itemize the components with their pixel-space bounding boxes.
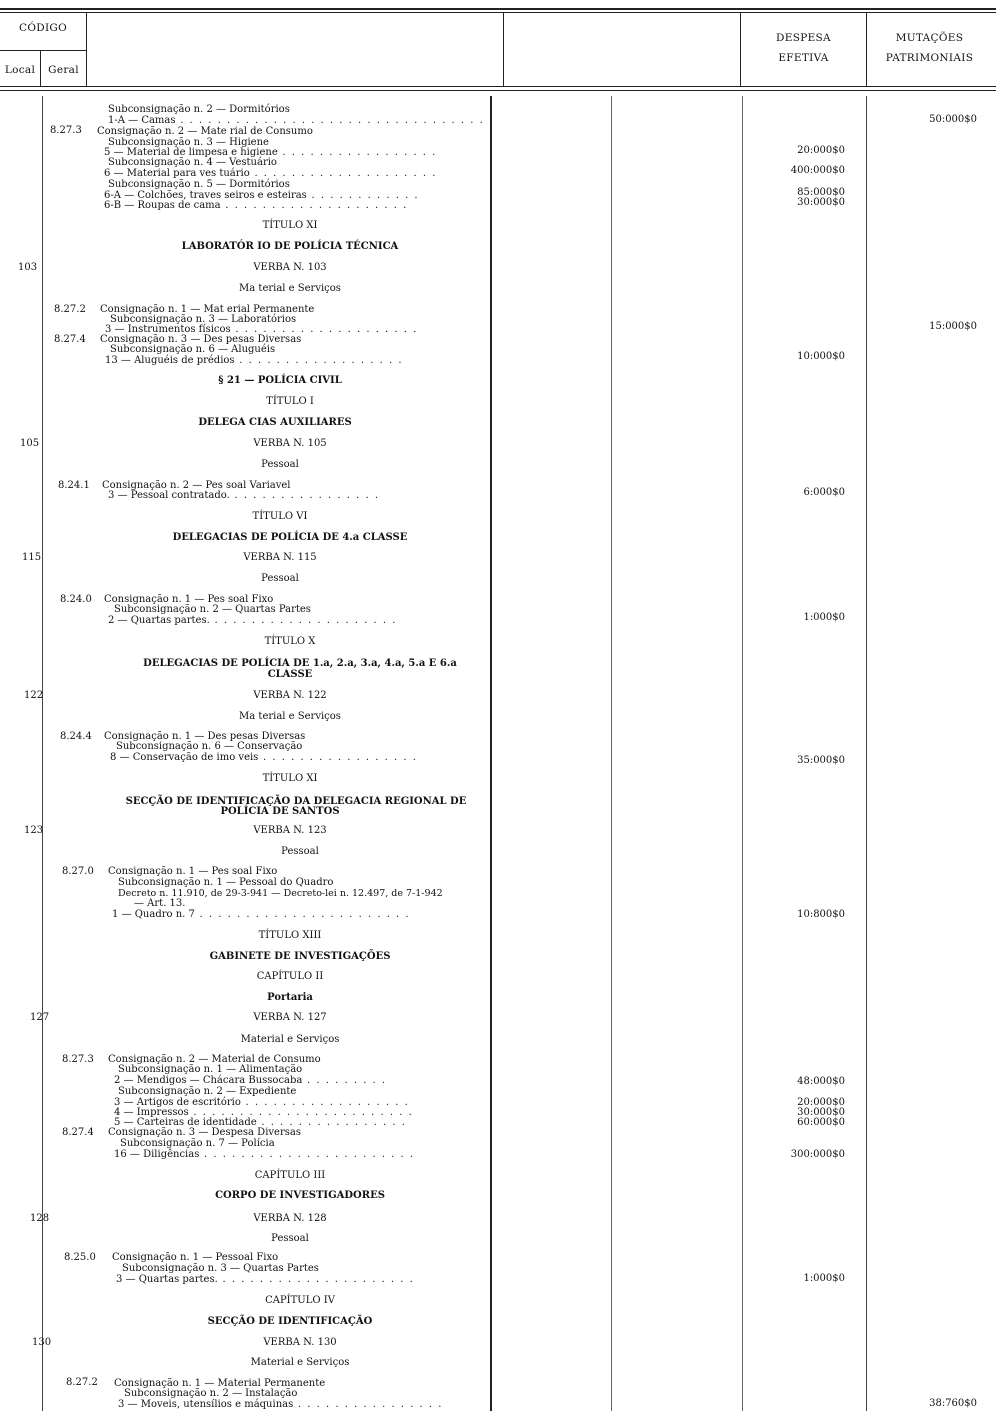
line-item: 3 — Moveis, utensílios e máquinas . . . . . . . . . . . . . . . . — [118, 1399, 443, 1410]
line-item: Subconsignação n. 4 — Vestuário — [108, 157, 277, 168]
header-col-sep — [866, 12, 867, 87]
line-item: 6-B — Roupas de cama . . . . . . . . . . . . . . . . . . . . — [104, 200, 408, 211]
despesa-amount: 400:000$0 — [790, 165, 845, 176]
header-codigo: CÓDIGO — [18, 22, 67, 34]
geral-code: 8.27.4 — [62, 1127, 94, 1138]
line-item: Subconsignação n. 3 — Quartas Partes — [122, 1263, 319, 1274]
local-code: 105 — [20, 438, 40, 449]
local-code: 123 — [24, 825, 44, 836]
section-subtitle: Ma terial e Serviços — [239, 711, 341, 722]
body-col-sep — [611, 96, 612, 1411]
header-local: Local — [4, 64, 36, 76]
line-item: 6-A — Colchões, traves seiros e esteiras . . . . . . . . . . . . — [104, 190, 420, 201]
verba-title: VERBA N. 105 — [253, 438, 327, 449]
local-code: 122 — [24, 690, 44, 701]
line-item: Subconsignação n. 6 — Conservação — [116, 741, 303, 752]
section-title: TÍTULO XIII — [258, 930, 322, 941]
verba-title: VERBA N. 115 — [243, 552, 317, 563]
verba-title: VERBA N. 130 — [263, 1337, 337, 1348]
despesa-amount: 60:000$0 — [797, 1117, 845, 1128]
body-col-sep — [742, 96, 743, 1411]
line-item: Consignação n. 3 — Despesa Diversas — [108, 1127, 301, 1138]
section-subtitle: Ma terial e Serviços — [239, 283, 341, 294]
line-item: Consignação n. 2 — Material de Consumo — [108, 1054, 321, 1065]
line-item: 5 — Carteiras de identidade . . . . . . . . . . . . . . . . — [114, 1117, 407, 1128]
line-item: Subconsignação n. 1 — Alimentação — [118, 1064, 303, 1075]
section-subtitle: Pessoal — [261, 573, 299, 584]
line-item: Subconsignação n. 1 — Pessoal do Quadro — [118, 877, 334, 888]
despesa-amount: 10:000$0 — [797, 351, 845, 362]
line-item: Consignação n. 1 — Material Permanente — [114, 1378, 326, 1389]
despesa-amount: 30:000$0 — [797, 1107, 845, 1118]
line-item: Consignação n. 1 — Pes soal Fixo — [104, 594, 274, 605]
line-item: Subconsignação n. 6 — Aluguéis — [110, 344, 276, 355]
despesa-amount: 10:800$0 — [797, 909, 845, 920]
section-title: CORPO DE INVESTIGADORES — [215, 1190, 385, 1201]
local-code: 130 — [32, 1337, 52, 1348]
header-bottom-rule-2 — [0, 90, 996, 91]
verba-title: VERBA N. 122 — [253, 690, 327, 701]
geral-code: 8.27.3 — [62, 1054, 94, 1065]
line-item: 2 — Mendigos — Chácara Bussocaba . . . . . . . . . — [114, 1075, 387, 1086]
line-item: Subconsignação n. 2 — Expediente — [118, 1086, 297, 1097]
section-title: DELEGACIAS DE POLÍCIA DE 4.a CLASSE — [172, 532, 408, 543]
header-efetiva: EFETIVA — [778, 52, 829, 64]
header-patrimoniais: PATRIMONIAIS — [885, 52, 974, 64]
section-title: CLASSE — [267, 669, 313, 680]
line-item: 3 — Artigos de escritório . . . . . . . . . . . . . . . . . . — [114, 1097, 410, 1108]
top-rule-thin — [0, 12, 996, 13]
header-col-sep — [86, 12, 87, 87]
line-item: 5 — Material de limpesa e higiene . . . . . . . . . . . . . . . . . — [104, 147, 437, 158]
header-bottom-rule — [0, 86, 996, 87]
line-item: Subconsignação n. 3 — Laboratórios — [110, 314, 297, 325]
section-title: TÍTULO I — [266, 396, 314, 407]
line-item: 1-A — Camas . . . . . . . . . . . . . . . . . . . . . . . . . . . . . . . . . . — [108, 115, 494, 126]
despesa-amount: 35:000$0 — [797, 755, 845, 766]
geral-code: 8.27.2 — [66, 1377, 98, 1388]
local-code: 103 — [18, 262, 38, 273]
geral-code: 8.24.1 — [58, 480, 90, 491]
verba-title: VERBA N. 127 — [253, 1012, 327, 1023]
line-item: 6 — Material para ves tuário . . . . . . . . . . . . . . . . . . . . — [104, 168, 437, 179]
line-item: 1 — Quadro n. 7 . . . . . . . . . . . . . . . . . . . . . . . — [112, 909, 411, 920]
line-item: — Art. 13. — [134, 898, 186, 909]
line-item: Consignação n. 1 — Des pesas Diversas — [104, 731, 306, 742]
section-subtitle: Pessoal — [271, 1233, 309, 1244]
body-col-sep — [866, 96, 867, 1411]
line-item: 3 — Quartas partes. . . . . . . . . . . . . . . . . . . . . . — [116, 1274, 415, 1285]
line-item: Subconsignação n. 2 — Instalação — [124, 1388, 298, 1399]
mutacoes-amount: 50:000$0 — [929, 114, 977, 125]
line-item: 4 — Impressos . . . . . . . . . . . . . . . . . . . . . . . . — [114, 1107, 414, 1118]
local-code: 115 — [22, 552, 42, 563]
line-item: Consignação n. 2 — Pes soal Variavel — [102, 480, 291, 491]
section-title: Portaria — [267, 992, 313, 1003]
section-title: SECÇÃO DE IDENTIFICAÇÃO — [207, 1316, 373, 1327]
despesa-amount: 6:000$0 — [803, 487, 845, 498]
geral-code: 8.24.4 — [60, 731, 92, 742]
line-item: 3 — Pessoal contratado. . . . . . . . . . . . . . . . . — [108, 490, 380, 501]
line-item: Consignação n. 1 — Mat erial Permanente — [100, 304, 315, 315]
line-item: Subconsignação n. 5 — Dormitórios — [108, 179, 290, 190]
section-title: § 21 — POLÍCIA CIVIL — [218, 375, 342, 386]
line-item: Subconsignação n. 2 — Quartas Partes — [114, 604, 311, 615]
local-code: 128 — [30, 1213, 50, 1224]
geral-code: 8.27.2 — [54, 304, 86, 315]
section-title: DELEGA CIAS AUXILIARES — [198, 417, 352, 428]
section-title: TÍTULO X — [264, 636, 316, 647]
header-despesa: DESPESA — [776, 32, 831, 44]
section-subtitle: Pessoal — [281, 846, 319, 857]
mutacoes-amount: 15:000$0 — [929, 321, 977, 332]
mutacoes-amount: 38:760$0 — [929, 1398, 977, 1409]
despesa-amount: 1:000$0 — [803, 612, 845, 623]
despesa-amount: 85:000$0 — [797, 187, 845, 198]
line-item: Subconsignação n. 2 — Dormitórios — [108, 104, 290, 115]
line-item: Subconsignação n. 3 — Higiene — [108, 137, 269, 148]
geral-code: 8.24.0 — [60, 594, 92, 605]
section-title: POLÍCIA DE SANTOS — [220, 806, 340, 817]
verba-title: VERBA N. 123 — [253, 825, 327, 836]
section-title: CAPÍTULO III — [254, 1170, 326, 1181]
header-col-sep — [503, 12, 504, 87]
geral-code: 8.27.0 — [62, 866, 94, 877]
section-title: LABORATÓR IO DE POLÍCIA TÉCNICA — [181, 241, 399, 252]
header-col-sep — [0, 50, 86, 51]
verba-title: VERBA N. 128 — [253, 1213, 327, 1224]
section-subtitle: Material e Serviços — [250, 1357, 350, 1368]
geral-code: 8.27.4 — [54, 334, 86, 345]
despesa-amount: 300:000$0 — [790, 1149, 845, 1160]
line-item: Consignação n. 1 — Pes soal Fixo — [108, 866, 278, 877]
geral-code: 8.27.3 — [50, 125, 82, 136]
despesa-amount: 20:000$0 — [797, 1097, 845, 1108]
line-item: Subconsignação n. 7 — Polícia — [120, 1138, 275, 1149]
line-item: 16 — Diligências . . . . . . . . . . . . . . . . . . . . . . . — [114, 1149, 415, 1160]
line-item: 3 — Instrumentos físicos . . . . . . . . . . . . . . . . . . . . — [105, 324, 418, 335]
verba-title: VERBA N. 103 — [253, 262, 327, 273]
line-item: Consignação n. 1 — Pessoal Fixo — [112, 1252, 279, 1263]
section-subtitle: Material e Serviços — [240, 1034, 340, 1045]
despesa-amount: 20:000$0 — [797, 145, 845, 156]
line-item: 8 — Conservação de imo veis . . . . . . . . . . . . . . . . . — [110, 752, 418, 763]
top-rule — [0, 8, 996, 10]
local-code: 127 — [30, 1012, 50, 1023]
section-title: SECÇÃO DE IDENTIFICAÇÃO DA DELEGACIA REGIONAL DE — [125, 796, 467, 807]
line-item: 13 — Aluguéis de prédios . . . . . . . . . . . . . . . . . . — [105, 355, 403, 366]
section-title: CAPÍTULO IV — [265, 1295, 335, 1306]
section-title: CAPÍTULO II — [256, 971, 324, 982]
line-item: Decreto n. 11.910, de 29-3-941 — Decreto-lei n. 12.497, de 7-1-942 — [118, 888, 443, 899]
despesa-amount: 1:000$0 — [803, 1273, 845, 1284]
section-subtitle: Pessoal — [261, 459, 299, 470]
body-col-sep — [490, 96, 492, 1411]
line-item: Consignação n. 2 — Mate rial de Consumo — [97, 126, 313, 137]
despesa-amount: 48:000$0 — [797, 1076, 845, 1087]
despesa-amount: 30:000$0 — [797, 197, 845, 208]
section-title: TÍTULO VI — [252, 511, 308, 522]
header-geral: Geral — [48, 64, 79, 76]
section-title: DELEGACIAS DE POLÍCIA DE 1.a, 2.a, 3.a, 4.a, 5.a E 6.a — [143, 658, 457, 669]
section-title: GABINETE DE INVESTIGAÇÕES — [209, 951, 391, 962]
geral-code: 8.25.0 — [64, 1252, 96, 1263]
header-col-sep — [740, 12, 741, 87]
section-title: TÍTULO XI — [262, 220, 318, 231]
line-item: Consignação n. 3 — Des pesas Diversas — [100, 334, 302, 345]
header-mutacoes: MUTAÇÕES — [895, 32, 964, 44]
line-item: 2 — Quartas partes. . . . . . . . . . . . . . . . . . . . . — [108, 615, 397, 626]
section-title: TÍTULO XI — [262, 773, 318, 784]
